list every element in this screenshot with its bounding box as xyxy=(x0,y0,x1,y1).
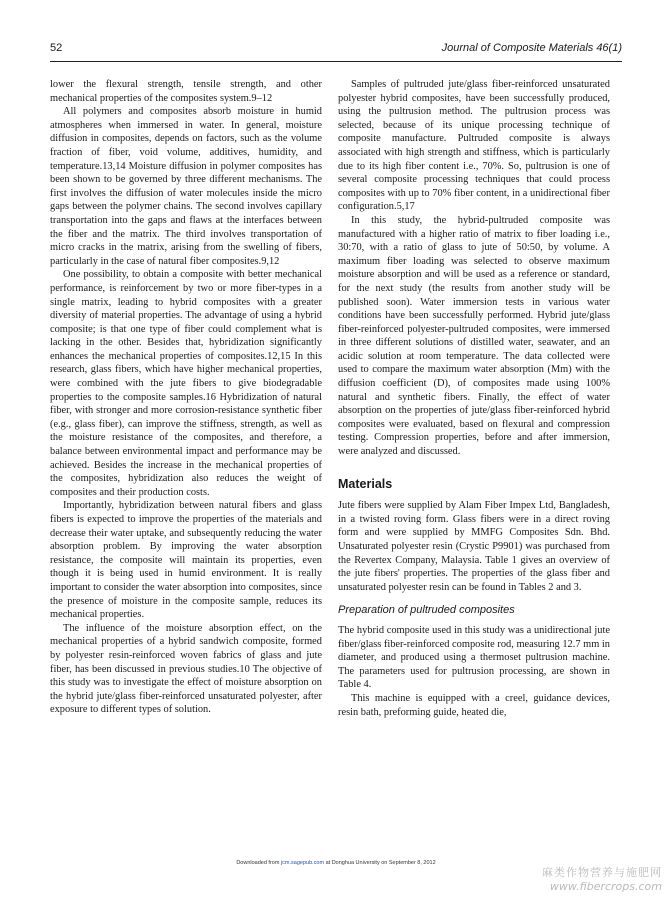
section-heading-materials: Materials xyxy=(338,476,393,491)
paragraph: Importantly, hybridization between natural fibers and glass fibers is expected to improve the properties of the materials and decrease their water uptake, and subsequently reducing the water absorption problem. By improving the water absorption resistance, the composite will maintain its properties, even though it is being used in humid environment. It is really important to consider the water absorption into composites, since the presence of moisture in the composite sample, reduces its mechanical properties. xyxy=(50,500,322,621)
journal-title: Journal of Composite Materials 46(1) xyxy=(441,42,622,54)
paragraph: This machine is equipped with a creel, guidance devices, resin bath, preforming guide, heated die, xyxy=(338,692,610,718)
footer-pre: Downloaded from xyxy=(236,860,280,866)
paragraph: All polymers and composites absorb moisture in humid atmospheres when immersed in water. In general, moisture diffusion in composites, depends on factors, such as the volume fraction of fiber, void volume, additives, humidity, and temperature.13,14 Moisture diffusion in polymer composites has been shown to be governed by three different mechanisms. The first involves the diffusion of water molecules inside the micro gaps between the polymer chains. The second involves capillary transportation into the gaps and flaws at the interfaces between the fiber and the matrix. The third involves transportation of micro cracks in the matrix, arising from the swelling of fibers, particularly in the case of natural fiber composites.9,12 xyxy=(50,106,322,267)
paragraph: Jute fibers were supplied by Alam Fiber Impex Ltd, Bangladesh, in a twisted roving form. Glass fibers were in a direct roving form and were supplied by MMFG Composites Sdn. Bhd. Unsaturated polyester resin (Crystic P9901) was purchased from the Revertex Company, Malaysia. Table 1 gives an overview of the jute fibers' properties. The properties of the glass fiber and unsaturated polyester resin can be found in Tables 2 and 3. xyxy=(338,500,610,593)
watermark xyxy=(542,864,662,893)
page-number: 52 xyxy=(50,42,63,54)
paragraph: One possibility, to obtain a composite with better mechanical performance, is reinforcement by two or more fiber-types in a single matrix, leading to hybrid composites with a greater diversity of material properties. The advantage of using a hybrid composite; is that one type of fiber could complement what is lacking in the other. Besides that, hybridization significantly enhances the mechanical properties of composites.12,15 In this research, glass fibers, which have higher mechanical properties, were combined with the jute fibers to give biodegradable properties to the composite samples.16 Hybridization of natural fiber, with stronger and more corrosion-resistance synthetic fiber (e.g., glass fiber), can improve the stiffness, strength, as well as the moisture resistance of the composites, and therefore, a balance between environmental impact and performance may be achieved. Besides the increase in the mechanical properties of the composites, hybridization also reduces the weight of composites and their production costs. xyxy=(50,269,322,498)
right-column xyxy=(338,78,610,719)
paragraph: In this study, the hybrid-pultruded composite was manufactured with a higher ratio of matrix to fiber loading i.e., 30:70, with a ratio of glass to jute of 50:50, by volume. A maximum fiber loading was selected to observe maximum moisture absorption and will be used as a reference or standard, for the next study (the results from another study will be published soon). Water immersion tests in various water conditions have been successfully performed. Hybrid jute/glass fiber-reinforced polyester-pultruded composites, were immersed in three different solutions of distilled water, seawater, and an acidic solution at room temperature. The data collected were used to compare the maximum water absorption (Mm) with the diffusion coefficient (D), of composites made using 100% natural and synthetic fibers. Finally, the effect of water absorption on the properties of jute/glass fiber-reinforced hybrid composites were evaluated, based on flexural and compression testing. Compression properties, before and after immersion, were analyzed and discussed. xyxy=(338,214,610,458)
paragraph: The influence of the moisture absorption effect, on the mechanical properties of a hybrid sandwich composite, formed by polyester resin-reinforced woven fabrics of glass and jute fiber, has been discussed in previous studies.10 The objective of this study was to investigate the effect of moisture absorption on the hybrid jute/glass fiber-reinforced unsaturated polyester, after exposure to different types of solution. xyxy=(50,622,322,716)
left-column xyxy=(50,78,322,717)
watermark-chinese: 麻类作物营养与施肥网 xyxy=(542,866,662,879)
footer-post: at Donghua University on September 8, 2012 xyxy=(325,860,436,866)
watermark-url: www.fibercrops.com xyxy=(549,880,662,893)
paragraph: lower the flexural strength, tensile strength, and other mechanical properties of the composites system.9–12 xyxy=(50,79,322,104)
paragraph: Samples of pultruded jute/glass fiber-reinforced unsaturated polyester hybrid composites, have been successfully produced, using the pultrusion method. The pultrusion process was selected, because of its unique processing technique of composite manufacture. Pultruded composite is always associated with high strength and stiffness, which is particularly due to its high fiber content i.e., 70%. So, pultrusion is one of several composite processing techniques that could process composites with up to 70% fiber content, in a unidirectional fiber configuration.5,17 xyxy=(338,79,610,213)
header-rule xyxy=(50,61,622,62)
footer-link[interactable]: jcm.sagepub.com xyxy=(280,860,325,866)
running-header xyxy=(50,42,622,58)
subsection-heading-preparation: Preparation of pultruded composites xyxy=(338,604,515,617)
paragraph: The hybrid composite used in this study was a unidirectional jute fiber/glass fiber-reinforced composite rod, measuring 12.7 mm in diameter, and produced using a thermoset pultrusion machine. The parameters used for pultrusion processing, are shown in Table 4. xyxy=(338,624,610,691)
